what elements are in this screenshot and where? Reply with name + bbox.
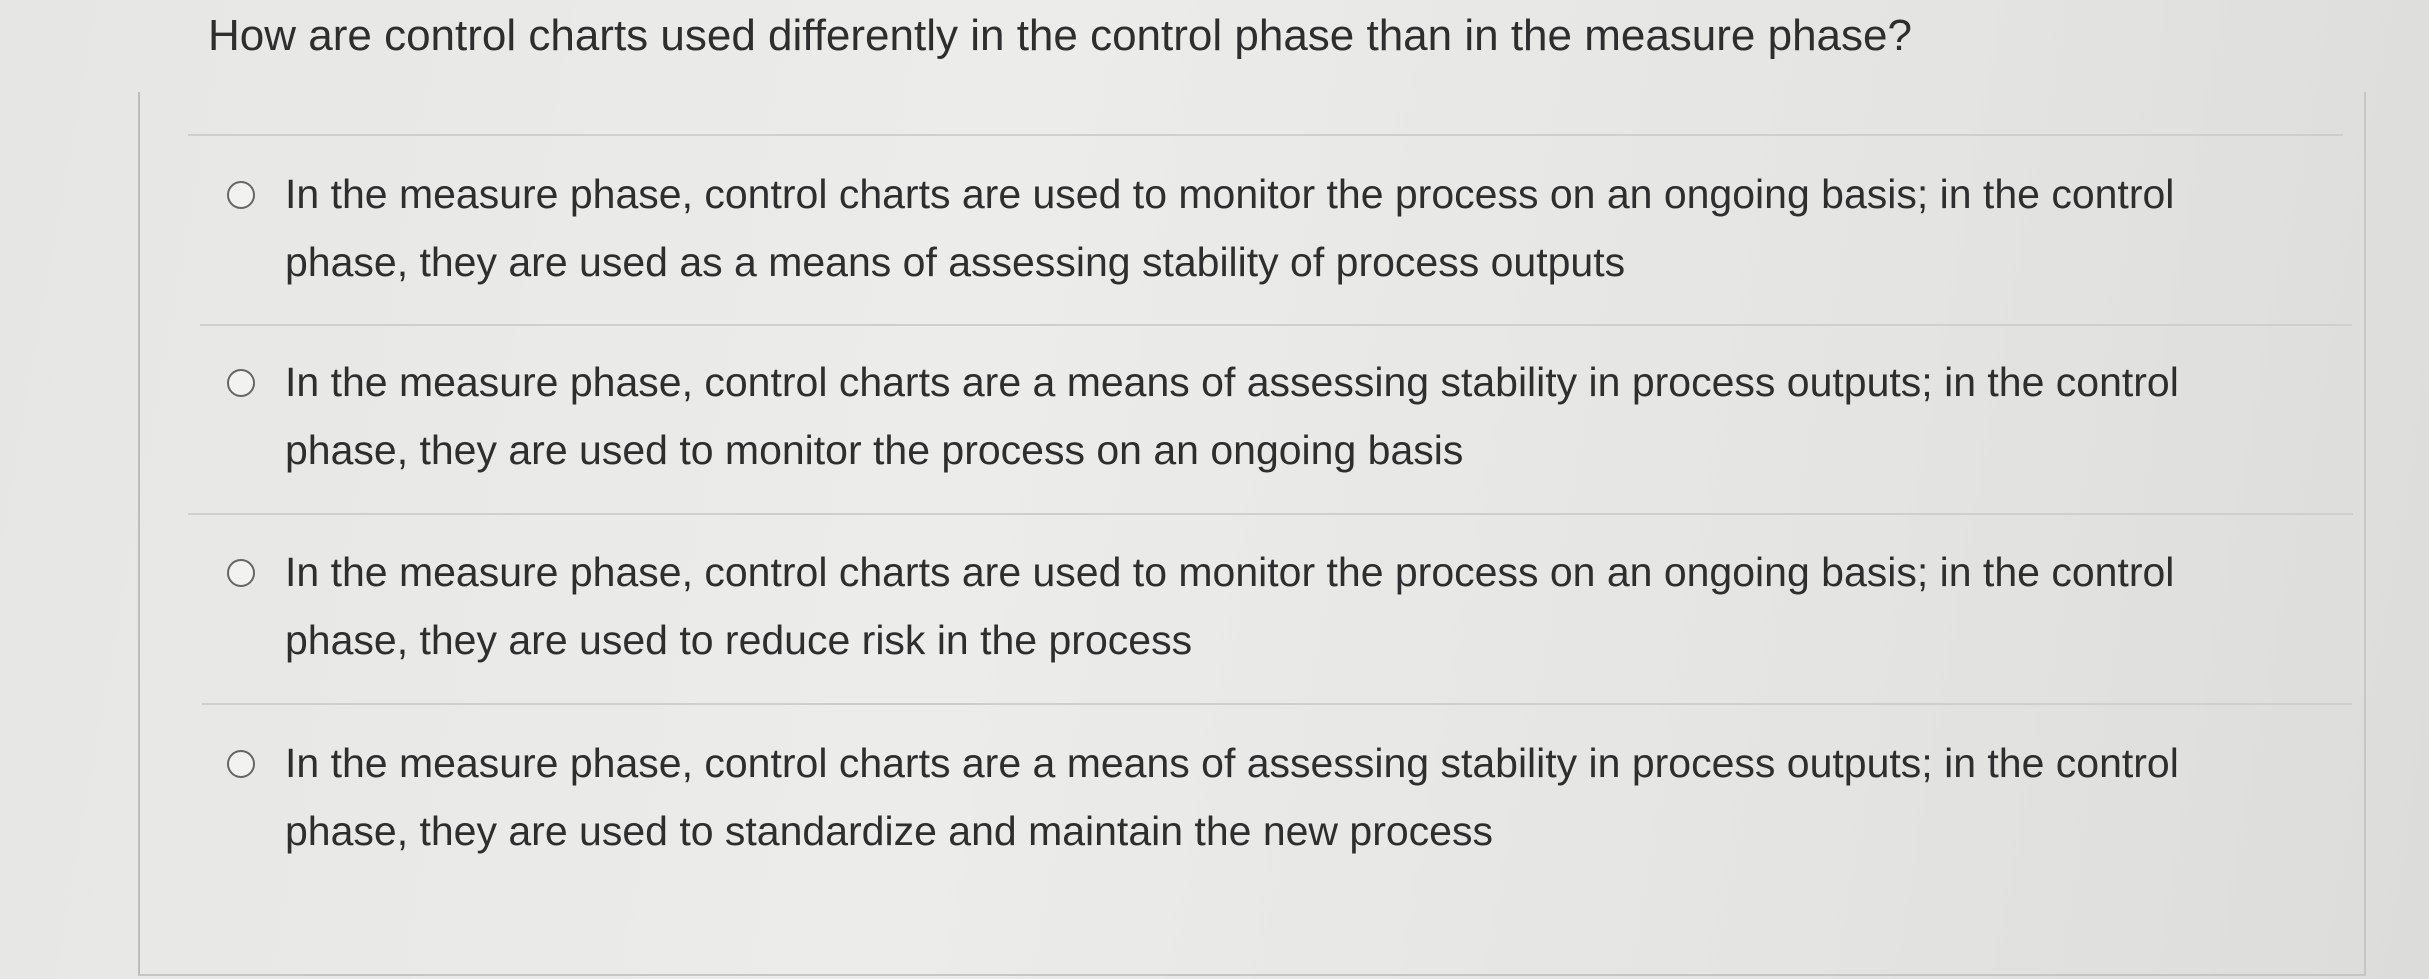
answer-option-1[interactable] <box>140 160 2364 340</box>
answer-option-1-line-1: In the measure phase, control charts are used to monitor the process on an ongoing basis; in the control <box>285 171 2175 217</box>
answer-option-2-line-2: phase, they are used to monitor the process on an ongoing basis <box>285 427 1464 473</box>
divider <box>200 324 2352 326</box>
answer-option-1-label[interactable] <box>285 160 2325 296</box>
radio-button-option-4[interactable] <box>227 750 255 778</box>
divider <box>188 134 2343 136</box>
divider <box>202 703 2352 705</box>
divider <box>188 513 2353 515</box>
answer-option-3-line-1: In the measure phase, control charts are used to monitor the process on an ongoing basis; in the control <box>285 549 2175 595</box>
answer-option-2[interactable] <box>140 348 2364 528</box>
answer-option-4-line-2: phase, they are used to standardize and maintain the new process <box>285 808 1493 854</box>
answer-options-panel <box>138 92 2366 976</box>
radio-button-option-2[interactable] <box>227 369 255 397</box>
answer-option-4-label[interactable] <box>285 729 2325 865</box>
answer-option-2-label[interactable] <box>285 348 2325 484</box>
radio-button-option-3[interactable] <box>227 559 255 587</box>
answer-option-1-line-2: phase, they are used as a means of assessing stability of process outputs <box>285 239 1626 285</box>
answer-option-2-line-1: In the measure phase, control charts are a means of assessing stability in process outputs; in the control <box>285 359 2179 405</box>
answer-option-3-label[interactable] <box>285 538 2325 674</box>
radio-button-option-1[interactable] <box>227 181 255 209</box>
answer-option-3-line-2: phase, they are used to reduce risk in the process <box>285 617 1193 663</box>
answer-option-4-line-1: In the measure phase, control charts are a means of assessing stability in process outputs; in the control <box>285 740 2179 786</box>
answer-option-3[interactable] <box>140 538 2364 718</box>
question-text: How are control charts used differently in the control phase than in the measure phase? <box>208 11 1912 60</box>
answer-option-4[interactable] <box>140 729 2364 909</box>
